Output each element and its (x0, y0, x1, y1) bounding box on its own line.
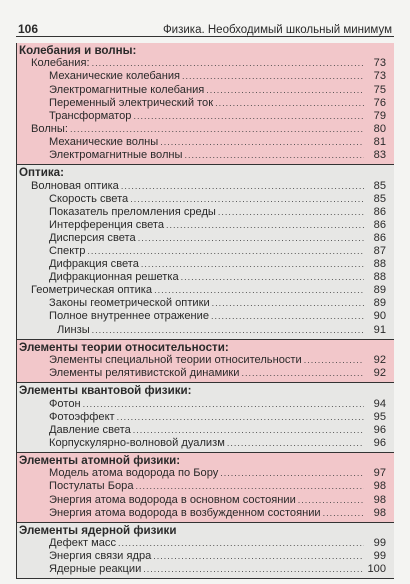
toc-entry (17, 310, 394, 323)
toc-entry-label: Колебания: (31, 57, 90, 70)
toc-entry-label: Показатель преломления среды (49, 205, 216, 218)
toc-entry-page: 79 (373, 109, 386, 122)
dot-leader (220, 467, 364, 480)
toc-entry-page: 100 (367, 563, 386, 576)
section-title: Элементы ядерной физики (19, 523, 177, 537)
toc-entry-page: 98 (373, 506, 386, 519)
toc-entry-page: 89 (373, 284, 386, 297)
dot-leader (117, 411, 364, 424)
toc-entry-label: Электромагнитные волны (49, 149, 183, 162)
toc-entry-page: 99 (373, 550, 386, 563)
dot-leader (154, 284, 364, 297)
toc-entry-page: 90 (373, 310, 386, 323)
dot-leader (141, 258, 364, 271)
dot-leader (160, 136, 364, 149)
toc-entry (17, 563, 394, 576)
toc-entry-label: Дифракционная решетка (49, 271, 179, 284)
toc-entry-label: Элементы специальной теории относительности (49, 354, 302, 367)
dot-leader (181, 271, 364, 284)
toc-entry (17, 149, 394, 162)
dot-leader (182, 70, 364, 83)
toc-entry (17, 324, 394, 337)
toc-entry-label: Постулаты Бора (49, 480, 134, 493)
toc-entry (17, 97, 394, 110)
dot-leader (121, 180, 364, 193)
toc-entry (17, 206, 394, 219)
toc-entry (17, 467, 394, 480)
toc-entry (17, 180, 394, 193)
toc-entry-page: 94 (373, 397, 386, 410)
toc-entry-label: Механические колебания (49, 70, 181, 83)
dot-leader (133, 424, 364, 437)
toc-entry-label: Энергия атома водорода в основном состоянии (49, 493, 296, 506)
toc-entry-label: Механические волны (49, 135, 159, 148)
dot-leader (215, 97, 364, 110)
toc-section (17, 43, 394, 165)
toc-entry-page: 75 (373, 83, 386, 96)
toc-entry (17, 193, 394, 206)
dot-leader (166, 219, 364, 232)
dot-leader (92, 324, 364, 337)
toc-entry-label: Спектр (49, 245, 86, 257)
toc-entry (17, 232, 394, 245)
toc-entry (17, 297, 394, 310)
toc-entry-page: 97 (373, 467, 386, 480)
page-header (16, 14, 394, 37)
toc-entry (17, 507, 394, 520)
dot-leader (138, 232, 364, 245)
dot-leader (185, 149, 364, 162)
toc-entry (17, 550, 394, 563)
toc-entry-page: 98 (373, 480, 386, 493)
dot-leader (70, 123, 364, 136)
table-of-contents (16, 43, 394, 579)
toc-entry-label: Линзы (57, 323, 90, 336)
dot-leader (143, 563, 364, 576)
toc-section (17, 340, 394, 384)
toc-entry (17, 494, 394, 507)
running-title: Физика. Необходимый школьный минимум (162, 24, 392, 36)
toc-entry-label: Дефект масс (49, 537, 117, 550)
dot-leader (153, 550, 364, 563)
toc-entry-page: 96 (373, 436, 386, 449)
toc-entry-page: 88 (373, 271, 386, 284)
toc-entry-label: Полное внутреннее отражение (49, 310, 210, 323)
toc-entry (17, 70, 394, 83)
dot-leader (136, 480, 364, 493)
toc-entry-label: Дисперсия света (49, 231, 136, 244)
dot-leader (92, 57, 364, 70)
toc-entry-label: Корпускулярно-волновой дуализм (49, 436, 225, 449)
toc-entry-page: 99 (373, 537, 386, 550)
toc-entry-page: 73 (373, 57, 386, 70)
toc-entry-label: Интерференция света (49, 218, 165, 231)
toc-entry-label: Давление света (49, 423, 131, 436)
toc-entry (17, 136, 394, 149)
toc-entry (17, 367, 394, 380)
toc-entry-page: 92 (373, 354, 386, 367)
toc-entry-page: 81 (373, 135, 386, 148)
toc-entry-page: 89 (373, 297, 386, 310)
toc-entry (17, 110, 394, 123)
book-page (16, 14, 394, 578)
dot-leader (83, 398, 364, 411)
dot-leader (87, 245, 364, 258)
toc-entry-label: Переменный электрический ток (49, 96, 214, 109)
toc-entry-label: Волновая оптика (31, 179, 119, 192)
dot-leader (323, 507, 364, 520)
toc-entry-page: 73 (373, 70, 386, 83)
toc-entry-label: Модель атома водорода по Бору (49, 467, 219, 480)
section-title: Оптика: (19, 166, 64, 180)
dot-leader (211, 310, 364, 323)
toc-entry (17, 284, 394, 297)
toc-entry-page: 76 (373, 96, 386, 109)
toc-entry-label: Скорость света (49, 192, 129, 205)
toc-entry-page: 85 (373, 179, 386, 192)
toc-section (17, 165, 394, 340)
toc-entry (17, 537, 394, 550)
toc-entry-label: Энергия атома водорода в возбужденном состоянии (49, 506, 321, 519)
toc-section (17, 383, 394, 453)
toc-entry-label: Ядерные реакции (49, 563, 142, 576)
section-title: Элементы квантовой физики: (19, 384, 192, 398)
toc-entry-label: Энергия связи ядра (49, 550, 152, 563)
dot-leader (298, 494, 364, 507)
toc-entry (17, 57, 394, 70)
toc-entry-page: 85 (373, 192, 386, 205)
toc-entry-label: Законы геометрической оптики (49, 297, 210, 310)
dot-leader (206, 84, 364, 97)
toc-entry-page: 95 (373, 410, 386, 423)
toc-entry-page: 88 (373, 258, 386, 271)
toc-entry-label: Фотон (49, 397, 81, 410)
dot-leader (304, 354, 364, 367)
dot-leader (241, 367, 364, 380)
toc-entry-page: 86 (373, 231, 386, 244)
toc-entry-page: 96 (373, 423, 386, 436)
toc-entry-page: 86 (373, 218, 386, 231)
toc-entry (17, 354, 394, 367)
toc-section (17, 523, 394, 580)
toc-entry-label: Волны: (31, 122, 68, 135)
toc-entry-page: 86 (373, 205, 386, 218)
toc-entry-page: 87 (373, 245, 386, 257)
section-title: Колебания и волны: (19, 44, 137, 57)
toc-entry-page: 98 (373, 493, 386, 506)
toc-entry-label: Дифракция света (49, 258, 139, 271)
toc-entry (17, 480, 394, 493)
toc-entry (17, 437, 394, 450)
dot-leader (118, 537, 364, 550)
toc-entry (17, 398, 394, 411)
dot-leader (133, 110, 364, 123)
dot-leader (212, 297, 364, 310)
toc-entry-page: 92 (373, 367, 386, 380)
toc-entry (17, 424, 394, 437)
toc-entry (17, 84, 394, 97)
toc-entry-label: Элементы релятивистской динамики (49, 367, 240, 380)
dot-leader (227, 437, 364, 450)
toc-entry-label: Фотоэффект (49, 410, 115, 423)
toc-entry (17, 123, 394, 136)
toc-entry-label: Геометрическая оптика (31, 284, 153, 297)
dot-leader (130, 193, 364, 206)
toc-entry-page: 91 (373, 323, 386, 336)
page-number: 106 (18, 22, 39, 36)
section-title: Элементы теории относительности: (19, 340, 229, 354)
toc-entry (17, 411, 394, 424)
toc-entry-label: Электромагнитные колебания (49, 83, 205, 96)
toc-entry (17, 219, 394, 232)
toc-entry (17, 258, 394, 271)
toc-entry (17, 271, 394, 284)
toc-entry (17, 245, 394, 258)
toc-entry-page: 80 (373, 122, 386, 135)
section-title: Элементы атомной физики: (19, 454, 181, 467)
toc-entry-label: Трансформатор (49, 109, 132, 122)
toc-entry-page: 83 (373, 149, 386, 162)
toc-section (17, 453, 394, 523)
dot-leader (218, 206, 364, 219)
